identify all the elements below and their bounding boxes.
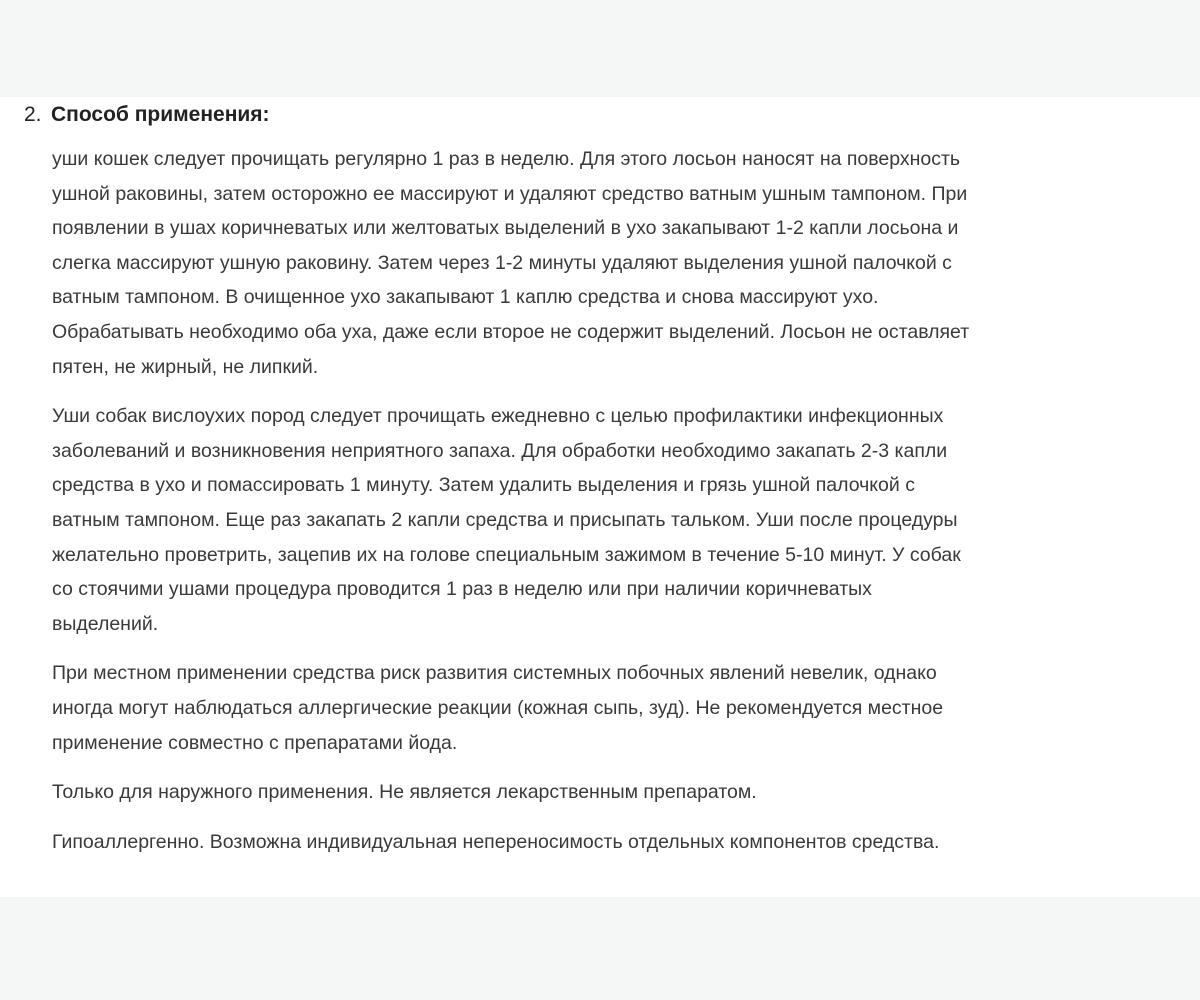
text-line: При местном применении средства риск развития системных побочных явлений невелик, однако [52, 662, 937, 685]
section-body [52, 142, 1192, 874]
section-number: 2. [24, 103, 42, 126]
section-heading [24, 100, 270, 130]
paragraph-dogs [52, 399, 1192, 641]
text-line: со стоячими ушами процедура проводится 1 раз в неделю или при наличии коричневатых [52, 578, 872, 601]
text-line: пятен, не жирный, не липкий. [52, 355, 319, 378]
text-line: ватным тампоном. Еще раз закапать 2 капли средства и присыпать тальком. Уши после процедуры [52, 508, 958, 531]
text-line: уши кошек следует прочищать регулярно 1 раз в неделю. Для этого лосьон наносят на поверхность [52, 148, 961, 170]
text-line: появлении в ушах коричневатых или желтоватых выделений в ухо закапывают 1-2 капли лосьона и [52, 217, 959, 240]
text-line: заболеваний и возникновения неприятного запаха. Для обработки необходимо закапать 2-3 капли [52, 439, 948, 462]
text-line: Обрабатывать необходимо оба уха, даже если второе не содержит выделений. Лосьон не оставляет [52, 320, 970, 343]
text-line: Уши собак вислоухих пород следует прочищать ежедневно с целью профилактики инфекционных [52, 405, 944, 428]
text-line: ватным тампоном. В очищенное ухо закапывают 1 каплю средства и снова массируют ухо. [52, 286, 879, 309]
text-line: выделений. [52, 612, 159, 635]
text-line: иногда могут наблюдаться аллергические реакции (кожная сыпь, зуд). Не рекомендуется местное [52, 696, 944, 719]
text-line: слегка массируют ушную раковину. Затем через 1-2 минуты удаляют выделения ушной палочкой с [52, 251, 952, 274]
paragraph-cats [52, 142, 1192, 384]
text-line: средства в ухо и помассировать 1 минуту. Затем удалить выделения и грязь ушной палочкой с [52, 474, 915, 497]
paragraph-external-use [52, 775, 1192, 810]
document-content [0, 97, 1200, 897]
text-line: желательно проветрить, зацепив их на голове специальным зажимом в течение 5-10 минут. У собак [52, 543, 961, 566]
text-line: ушной раковины, затем осторожно ее массируют и удаляют средство ватным ушным тампоном. При [52, 182, 968, 205]
text-line: применение совместно с препаратами йода. [52, 731, 458, 754]
section-title: Способ применения: [51, 103, 270, 126]
paragraph-side-effects [52, 656, 1192, 760]
text-line: Только для наружного применения. Не является лекарственным препаратом. [52, 781, 757, 804]
paragraph-hypoallergenic [52, 825, 1192, 860]
text-line: Гипоаллергенно. Возможна индивидуальная непереносимость отдельных компонентов средства. [52, 830, 940, 853]
